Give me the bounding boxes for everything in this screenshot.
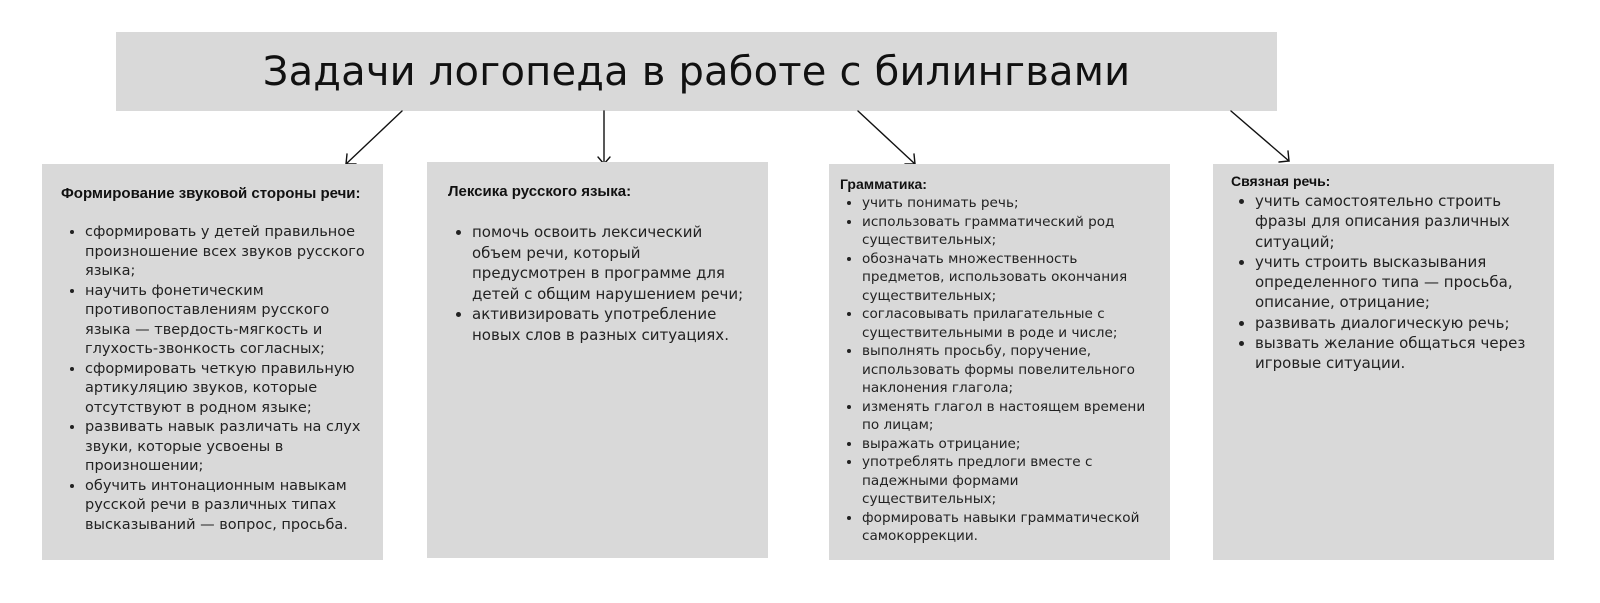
list-item: • употреблять предлоги вместе с падежными формами существительных; [862, 453, 1156, 509]
list-item: • учить строить высказывания определенного типа — просьба, описание, отрицание; [1255, 252, 1540, 313]
grammar-list [840, 194, 1156, 546]
lexicon-box [427, 162, 768, 558]
connected-speech-heading: Связная речь: [1231, 173, 1331, 189]
list-item: • выражать отрицание; [862, 435, 1156, 454]
lexicon-heading: Лексика русского языка: [448, 183, 632, 200]
grammar-heading: Грамматика: [840, 176, 927, 192]
list-item: • формировать навыки грамматической самокоррекции. [862, 509, 1156, 546]
list-item: • обучить интонационным навыкам русской речи в различных типах высказываний — вопрос, просьба. [85, 477, 365, 536]
arrow-to-grammar-box [858, 111, 915, 164]
title-box [116, 32, 1277, 111]
arrow-to-connected-speech-box [1231, 111, 1289, 162]
list-item: • сформировать у детей правильное произношение всех звуков русского языка; [85, 223, 365, 282]
list-item: • сформировать четкую правильную артикуляцию звуков, которые отсутствуют в родном языке; [85, 360, 365, 419]
list-item: • изменять глагол в настоящем времени по лицам; [862, 398, 1156, 435]
list-item: • развивать навык различать на слух звуки, которые усвоены в произношении; [85, 418, 365, 477]
sound-formation-list [61, 223, 365, 535]
arrow-to-lexicon-box [598, 111, 610, 164]
list-item: • учить самостоятельно строить фразы для описания различных ситуаций; [1255, 191, 1540, 252]
list-item: • научить фонетическим противопоставлениям русского языка — твердость-мягкость и глухость-звонкость согласных; [85, 282, 365, 360]
sound-formation-box [42, 164, 383, 560]
lexicon-list [448, 222, 750, 345]
sound-formation-heading: Формирование звуковой стороны речи: [61, 185, 361, 202]
list-item: • использовать грамматический род существительных; [862, 213, 1156, 250]
list-item: • учить понимать речь; [862, 194, 1156, 213]
connected-speech-list [1231, 191, 1540, 374]
list-item: • обозначать множественность предметов, использовать окончания существительных; [862, 250, 1156, 306]
diagram-title: Задачи логопеда в работе с билингвами [262, 48, 1131, 95]
list-item: • согласовывать прилагательные с существительными в роде и числе; [862, 305, 1156, 342]
grammar-box [829, 164, 1170, 560]
connected-speech-box [1213, 164, 1554, 560]
list-item: • помочь освоить лексический объем речи, который предусмотрен в программе для детей с общим нарушением речи; [472, 222, 750, 304]
list-item: • выполнять просьбу, поручение, использовать формы повелительного наклонения глагола; [862, 342, 1156, 398]
arrow-to-sound-box [346, 111, 402, 164]
list-item: • активизировать употребление новых слов в разных ситуациях. [472, 304, 750, 345]
list-item: • развивать диалогическую речь; [1255, 313, 1540, 333]
list-item: • вызвать желание общаться через игровые ситуации. [1255, 333, 1540, 374]
